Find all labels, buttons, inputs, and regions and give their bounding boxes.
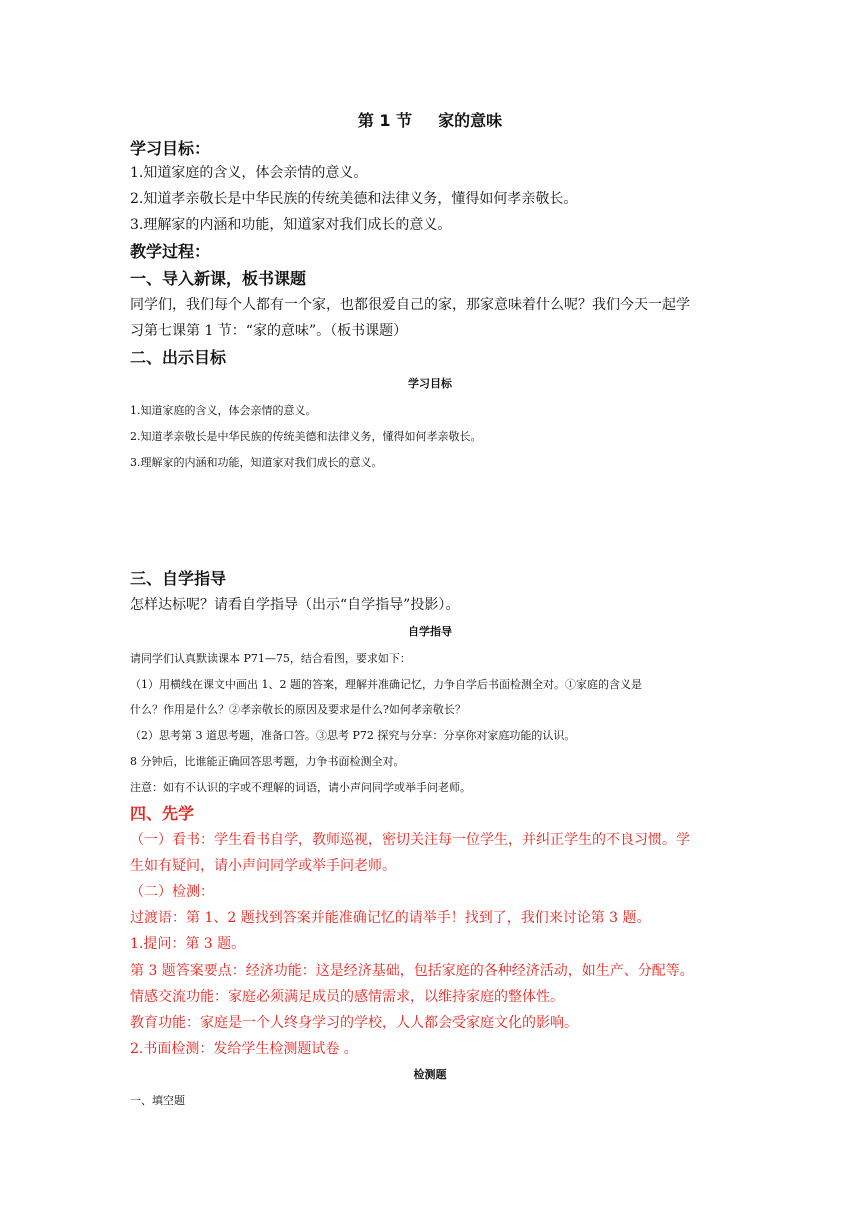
red-line: （一）看书：学生看书自学，教师巡视，密切关注每一位学生，并纠正学生的不良习惯。学 (130, 832, 690, 848)
guide-line: （1）用横线在课文中画出 1、2 题的答案，理解并准确记忆，力争自学后书面检测全对。①家庭的含义是 (130, 678, 642, 691)
guide-line: 请同学们认真默读课本 P71—75，结合看图，要求如下： (130, 652, 411, 665)
guide-line: 注意：如有不认识的字或不理解的词语，请小声问同学或举手问老师。 (130, 781, 471, 794)
test-first-section: 一、填空题 (130, 1094, 185, 1107)
section3-heading: 三、自学指导 (130, 569, 227, 588)
red-line: （二）检测： (130, 884, 214, 900)
red-line: 1.提问：第 3 题。 (130, 936, 246, 952)
paragraph-line: 习第七课第 1 节：“家的意味”。（板书课题） (130, 323, 408, 339)
objective-item: 3.理解家的内涵和功能，知道家对我们成长的意义。 (130, 217, 452, 233)
objectives-box-title: 学习目标 (408, 377, 452, 390)
objective-item: 1.知道家庭的含义，体会亲情的意义。 (130, 165, 368, 181)
lesson-name: 家的意味 (438, 111, 503, 130)
objective-item: 2.知道孝亲敬长是中华民族的传统美德和法律义务，懂得如何孝亲敬长。 (130, 191, 578, 207)
section4-heading: 四、先学 (130, 804, 195, 823)
guide-line: （2）思考第 3 道思考题，准备口答。③思考 P72 探究与分享：分享你对家庭功能的认识。 (130, 729, 576, 742)
guide-box-title: 自学指导 (408, 625, 452, 638)
red-line: 第 3 题答案要点：经济功能：这是经济基础，包括家庭的各种经济活动，如生产、分配等。 (130, 963, 694, 979)
process-heading: 教学过程： (130, 242, 211, 261)
guide-line: 8 分钟后，比谁能正确回答思考题，力争书面检测全对。 (130, 755, 405, 768)
objectives-box-item: 2.知道孝亲敬长是中华民族的传统美德和法律义务，懂得如何孝亲敬长。 (130, 430, 482, 443)
red-line: 2.书面检测：发给学生检测题试卷 。 (130, 1041, 358, 1057)
section3-intro: 怎样达标呢？请看自学指导（出示“自学指导”投影）。 (130, 597, 460, 613)
lesson-number: 第 1 节 (357, 111, 413, 130)
red-line: 教育功能：家庭是一个人终身学习的学校，人人都会受家庭文化的影响。 (130, 1015, 578, 1031)
objectives-heading: 学习目标： (130, 139, 211, 158)
section2-heading: 二、出示目标 (130, 348, 227, 367)
red-line: 过渡语：第 1、2 题找到答案并能准确记忆的请举手！找到了，我们来讨论第 3 题。 (130, 910, 651, 926)
red-line: 生如有疑问，请小声问同学或举手问老师。 (130, 858, 396, 874)
objectives-box-item: 3.理解家的内涵和功能，知道家对我们成长的意义。 (130, 456, 383, 469)
red-line: 情感交流功能：家庭必须满足成员的感情需求，以维持家庭的整体性。 (130, 989, 564, 1005)
lesson-title (0, 108, 860, 131)
guide-line: 什么？作用是什么？②孝亲敬长的原因及要求是什么?如何孝亲敬长？ (130, 703, 466, 716)
test-title: 检测题 (413, 1068, 447, 1081)
section1-heading: 一、导入新课，板书课题 (130, 269, 307, 288)
paragraph-line: 同学们，我们每个人都有一个家，也都很爱自己的家，那家意味着什么呢？我们今天一起学 (130, 297, 690, 313)
objectives-box-item: 1.知道家庭的含义，体会亲情的意义。 (130, 404, 317, 417)
